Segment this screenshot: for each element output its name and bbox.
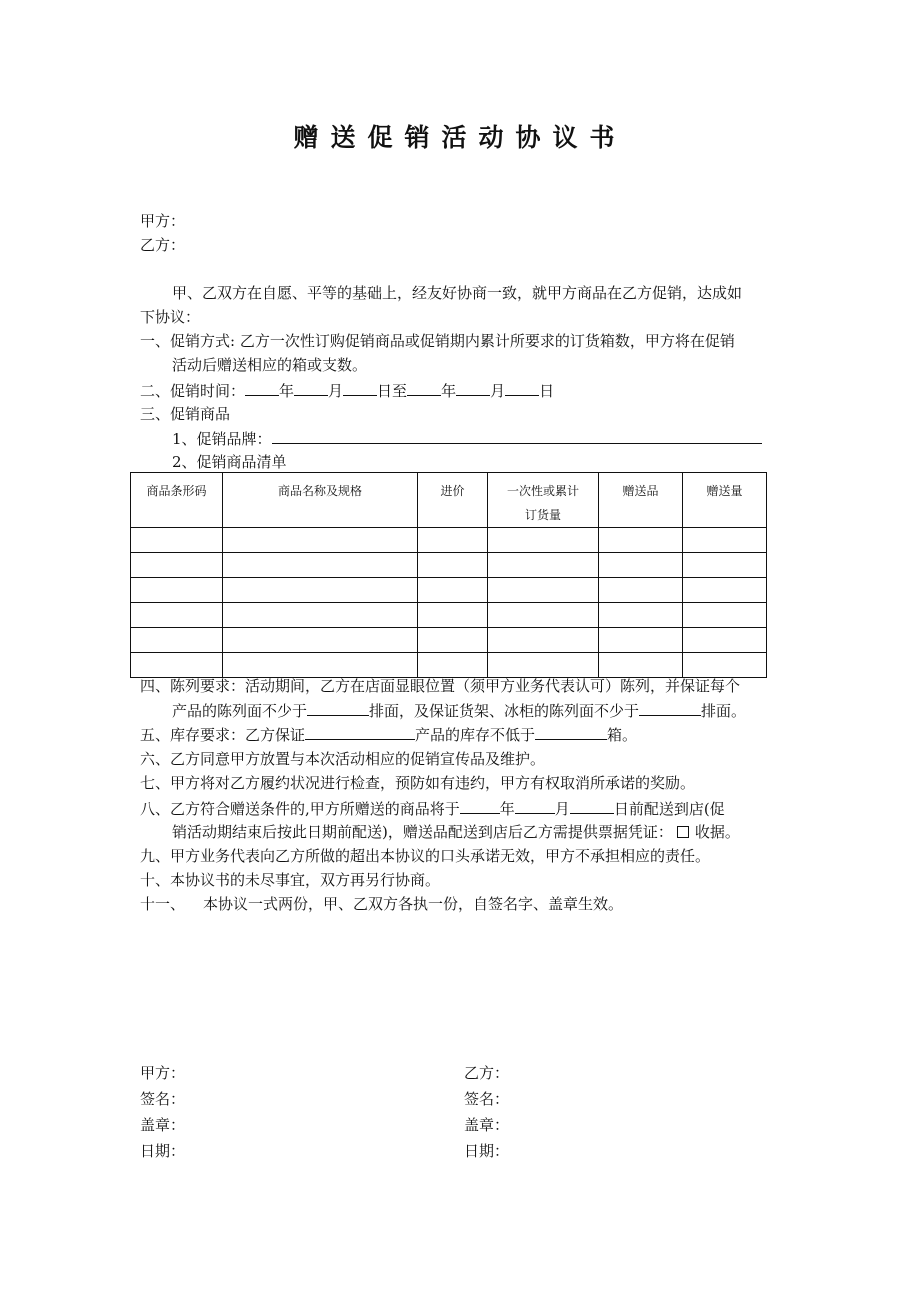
table-cell[interactable] xyxy=(599,528,683,553)
clause-2-prefix: 二、促销时间： xyxy=(140,382,246,400)
clause-1-line-1: 一、促销方式: 乙方一次性订购促销商品或促销期内累计所要求的订货箱数，甲方将在促销 xyxy=(140,332,735,350)
header-order-qty-text: 一次性或累计订货量 xyxy=(506,484,579,522)
clause-11-text: 本协议一式两份，甲、乙双方各执一份，自签名字、盖章生效。 xyxy=(203,895,624,913)
table-cell[interactable] xyxy=(683,553,767,578)
table-cell[interactable] xyxy=(418,553,488,578)
clause-11-num: 十一、 xyxy=(140,895,186,913)
delivery-month-blank[interactable] xyxy=(515,797,555,814)
receipt-label: 收据。 xyxy=(694,823,740,841)
clause-4-line-1: 四、陈列要求：活动期间，乙方在店面显眼位置（须甲方业务代表认可）陈列，并保证每个 xyxy=(140,677,741,695)
clause-8-line-2 xyxy=(172,821,740,843)
clause-1-line-2: 活动后赠送相应的箱或支数。 xyxy=(172,356,368,374)
table-cell[interactable] xyxy=(488,578,599,603)
table-cell[interactable] xyxy=(488,553,599,578)
sig-b-sign: 签名： xyxy=(464,1090,510,1108)
table-row xyxy=(131,578,767,603)
table-row xyxy=(131,603,767,628)
header-price: 进价 xyxy=(418,473,488,528)
clause-4-text-b: 排面，及保证货架、冰柜的陈列面不少于 xyxy=(369,702,640,720)
table-cell[interactable] xyxy=(683,603,767,628)
start-year-blank[interactable] xyxy=(245,379,279,396)
table-row xyxy=(131,653,767,678)
intro-line-2: 下协议： xyxy=(140,308,201,326)
table-cell[interactable] xyxy=(131,528,223,553)
table-cell[interactable] xyxy=(131,653,223,678)
clause-8-text-c: 销活动期结束后按此日期前配送)，赠送品配送到店后乙方需提供票据凭证： xyxy=(172,823,673,841)
clause-2 xyxy=(140,379,554,402)
table-cell[interactable] xyxy=(683,628,767,653)
signature-block-party-a xyxy=(140,1060,185,1164)
table-cell[interactable] xyxy=(418,653,488,678)
intro-line-1: 甲、乙双方在自愿、平等的基础上，经友好协商一致，就甲方商品在乙方促销，达成如 xyxy=(172,284,743,302)
delivery-year-blank[interactable] xyxy=(460,797,500,814)
document-title: 赠送促销活动协议书 xyxy=(293,123,627,152)
sig-b-seal: 盖章： xyxy=(464,1116,510,1134)
table-cell[interactable] xyxy=(488,628,599,653)
table-cell[interactable] xyxy=(683,528,767,553)
clause-5-text-b: 产品的库存不低于 xyxy=(415,726,536,744)
table-cell[interactable] xyxy=(488,603,599,628)
table-cell[interactable] xyxy=(131,628,223,653)
end-day-blank[interactable] xyxy=(505,379,539,396)
clause-5 xyxy=(140,723,637,746)
sig-a-sign: 签名： xyxy=(140,1090,186,1108)
brand-blank[interactable] xyxy=(272,427,762,444)
table-cell[interactable] xyxy=(223,578,418,603)
end-year-label: 年 xyxy=(441,382,457,400)
promo-goods-table xyxy=(130,472,767,678)
table-cell[interactable] xyxy=(683,653,767,678)
table-cell[interactable] xyxy=(418,528,488,553)
sig-a-seal: 盖章： xyxy=(140,1116,186,1134)
clause-5-text-a: 五、库存要求：乙方保证 xyxy=(140,726,306,744)
clause-3-heading: 三、促销商品 xyxy=(140,405,231,423)
table-cell[interactable] xyxy=(131,603,223,628)
clause-8-line-1 xyxy=(140,797,725,820)
table-cell[interactable] xyxy=(599,603,683,628)
header-gift-qty: 赠送量 xyxy=(683,473,767,528)
delivery-month-label: 月 xyxy=(554,800,570,818)
start-month-blank[interactable] xyxy=(294,379,328,396)
start-year-label: 年 xyxy=(279,382,295,400)
shelf-facings-blank[interactable] xyxy=(639,699,701,716)
table-cell[interactable] xyxy=(223,603,418,628)
clause-4-line-2 xyxy=(172,699,746,722)
table-cell[interactable] xyxy=(223,553,418,578)
end-day-label: 日 xyxy=(539,382,555,400)
table-cell[interactable] xyxy=(223,653,418,678)
table-cell[interactable] xyxy=(418,628,488,653)
table-cell[interactable] xyxy=(599,628,683,653)
brand-label: 1、促销品牌： xyxy=(172,430,272,448)
party-b-label: 乙方： xyxy=(140,236,186,254)
receipt-checkbox[interactable] xyxy=(677,826,689,838)
clause-3-brand xyxy=(172,427,762,450)
table-cell[interactable] xyxy=(418,578,488,603)
clause-5-text-c: 箱。 xyxy=(607,726,638,744)
table-cell[interactable] xyxy=(131,553,223,578)
stock-boxes-blank[interactable] xyxy=(535,723,607,740)
clause-11 xyxy=(140,893,623,915)
table-cell[interactable] xyxy=(223,628,418,653)
table-row xyxy=(131,628,767,653)
header-barcode: 商品条形码 xyxy=(131,473,223,528)
clause-4-text-c: 排面。 xyxy=(701,702,747,720)
end-month-label: 月 xyxy=(490,382,506,400)
end-month-blank[interactable] xyxy=(456,379,490,396)
table-row xyxy=(131,528,767,553)
table-cell[interactable] xyxy=(488,528,599,553)
sig-b-date: 日期： xyxy=(464,1142,510,1160)
end-year-blank[interactable] xyxy=(407,379,441,396)
clause-3-list-label: 2、促销商品清单 xyxy=(172,453,287,471)
delivery-day-blank[interactable] xyxy=(570,797,614,814)
header-order-qty xyxy=(488,473,599,528)
header-gift: 赠送品 xyxy=(599,473,683,528)
clause-8-text-a: 八、乙方符合赠送条件的,甲方所赠送的商品将于 xyxy=(140,800,460,818)
party-a-label: 甲方： xyxy=(140,212,186,230)
table-header-row xyxy=(131,473,767,528)
sig-a-party: 甲方： xyxy=(140,1064,186,1082)
table-cell[interactable] xyxy=(599,553,683,578)
table-cell[interactable] xyxy=(488,653,599,678)
delivery-year-label: 年 xyxy=(499,800,515,818)
table-row xyxy=(131,553,767,578)
stock-product-blank[interactable] xyxy=(305,723,415,740)
clause-7: 七、甲方将对乙方履约状况进行检查，预防如有违约，甲方有权取消所承诺的奖励。 xyxy=(140,774,696,792)
start-day-label: 日至 xyxy=(377,382,408,400)
clause-4-text-a: 产品的陈列面不少于 xyxy=(172,702,308,720)
clause-10: 十、本协议书的未尽事宜，双方再另行协商。 xyxy=(140,871,441,889)
table-cell[interactable] xyxy=(683,578,767,603)
start-month-label: 月 xyxy=(328,382,344,400)
sig-b-party: 乙方： xyxy=(464,1064,510,1082)
sig-a-date: 日期： xyxy=(140,1142,186,1160)
table-cell[interactable] xyxy=(599,653,683,678)
clause-9: 九、甲方业务代表向乙方所做的超出本协议的口头承诺无效，甲方不承担相应的责任。 xyxy=(140,847,711,865)
signature-block-party-b xyxy=(464,1060,509,1164)
start-day-blank[interactable] xyxy=(343,379,377,396)
table-cell[interactable] xyxy=(599,578,683,603)
display-facings-blank[interactable] xyxy=(307,699,369,716)
table-cell[interactable] xyxy=(418,603,488,628)
table-cell[interactable] xyxy=(131,578,223,603)
clause-6: 六、乙方同意甲方放置与本次活动相应的促销宣传品及维护。 xyxy=(140,750,546,768)
header-name-spec: 商品名称及规格 xyxy=(223,473,418,528)
table-cell[interactable] xyxy=(223,528,418,553)
clause-8-text-b: 日前配送到店(促 xyxy=(613,800,725,818)
